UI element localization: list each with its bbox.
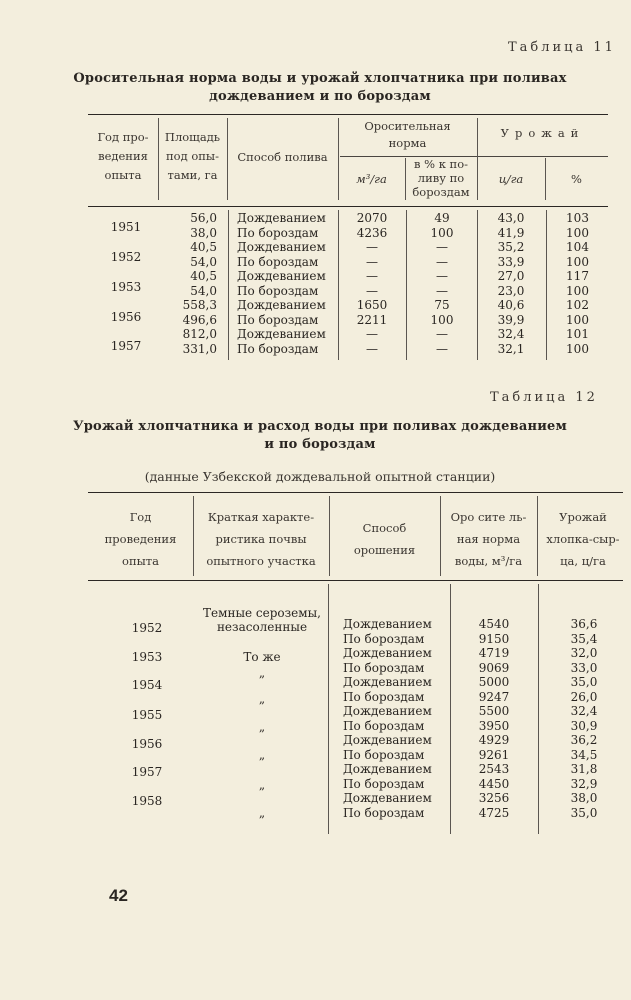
ditto-mark: „ bbox=[258, 806, 266, 820]
page-number: 42 bbox=[109, 886, 128, 905]
header-yield: Урожай bbox=[500, 126, 585, 140]
ditto-mark: „ bbox=[258, 692, 266, 706]
table-11-title: Оросительная норма воды и урожай хлопчатника при поливах дождеванием и по бороздам bbox=[73, 71, 567, 104]
soil-description: незасоленные bbox=[216, 620, 308, 634]
table-12-title: Урожай хлопчатника и расход воды при поливах дождеванием и по бороздам bbox=[72, 419, 568, 452]
header-year: Год про- ведения опыта bbox=[97, 130, 149, 182]
header-yield-cga: ц/га bbox=[498, 172, 524, 186]
year-cell: 1958 bbox=[131, 794, 163, 808]
header-norm: Оро сите ль- ная норма воды, м³/га bbox=[450, 510, 527, 568]
header-method: Способ полива bbox=[237, 150, 328, 164]
table-11-label: Таблица 11 bbox=[508, 40, 616, 55]
soil-same: То же bbox=[243, 650, 281, 664]
header-area: Площадь под опы- тами, га bbox=[164, 130, 221, 182]
year-cell: 1956 bbox=[110, 310, 142, 324]
year-cell: 1957 bbox=[110, 339, 142, 353]
header-method: Способ орошения bbox=[353, 521, 416, 557]
year-cell: 1952 bbox=[110, 250, 142, 264]
header-soil: Краткая характе- ристика почвы опытного участка bbox=[206, 510, 316, 568]
header-year: Год проведения опыта bbox=[104, 510, 177, 568]
ditto-mark: „ bbox=[258, 748, 266, 762]
header-norm-m3: м³/га bbox=[356, 172, 387, 186]
header-yield-pct: % bbox=[571, 172, 582, 186]
year-cell: 1952 bbox=[131, 621, 163, 635]
header-norm-pct: в % к по- ливу по бороздам bbox=[412, 157, 470, 199]
year-cell: 1953 bbox=[131, 650, 163, 664]
ditto-mark: „ bbox=[258, 720, 266, 734]
year-cell: 1951 bbox=[110, 220, 142, 234]
soil-description: Темные сероземы, bbox=[203, 606, 321, 620]
ditto-mark: „ bbox=[258, 778, 266, 792]
year-cell: 1956 bbox=[131, 737, 163, 751]
header-norm: Оросительная норма bbox=[364, 119, 451, 150]
year-cell: 1957 bbox=[131, 765, 163, 779]
ditto-mark: „ bbox=[258, 666, 266, 680]
table-12: Год проведения опыта Краткая характе- ристика почвы опытного участка Способ орошения Оро сите ль- ная норма воды, м³/га Урожай хлопка-сыр- ца, ц/га 1952 1953 1954 1955 1956 1957 1958 Темные сероземы, незасоленные То же „ „ „ „ „ „ Дождеванием 4540 36,6 По бороздам 9150 35,4 Дождеванием 4719 32,0 По бороздам 9069 33,0 Дождеванием 5000 35,0 По бороздам 9247 26,0 Дождеванием 5500 32,4 По бороздам 3950 30,9 Дождеванием 4929 36,2 По бороздам 9261 34,5 Дождеванием 2543 31,8 По бороздам 4450 32,9 Дождеванием 3256 38,0 По бороздам 4725 35,0 bbox=[0, 0, 631, 860]
table-11: Год про- ведения опыта Площадь под опы- тами, га Способ полива Оросительная норма м³/га в % к по- ливу по бороздам Урожай ц/га % 1951 1952 1953 1956 1957 56,0 Дождеванием 2070 49 43,0 103 38,0 По бороздам 4236 100 41,9 100 40,5 Дождеванием — — 35,2 104 54,0 По бороздам — — 33,9 100 40,5 Дождеванием — — 27,0 117 54,0 По бороздам — — 23,0 100 558,3 Дождеванием 1650 75 40,6 102 496,6 По бороздам 2211 100 39,9 100 812,0 Дождеванием — — 32,4 101 331,0 По бороздам — — 32,1 100 bbox=[0, 0, 631, 370]
table-12-label: Таблица 12 bbox=[490, 390, 598, 405]
header-yield: Урожай хлопка-сыр- ца, ц/га bbox=[546, 510, 620, 568]
year-cell: 1953 bbox=[110, 280, 142, 294]
table-12-subtitle: (данные Узбекской дождевальной опытной станции) bbox=[144, 469, 496, 484]
year-cell: 1954 bbox=[131, 678, 163, 692]
year-cell: 1955 bbox=[131, 708, 163, 722]
